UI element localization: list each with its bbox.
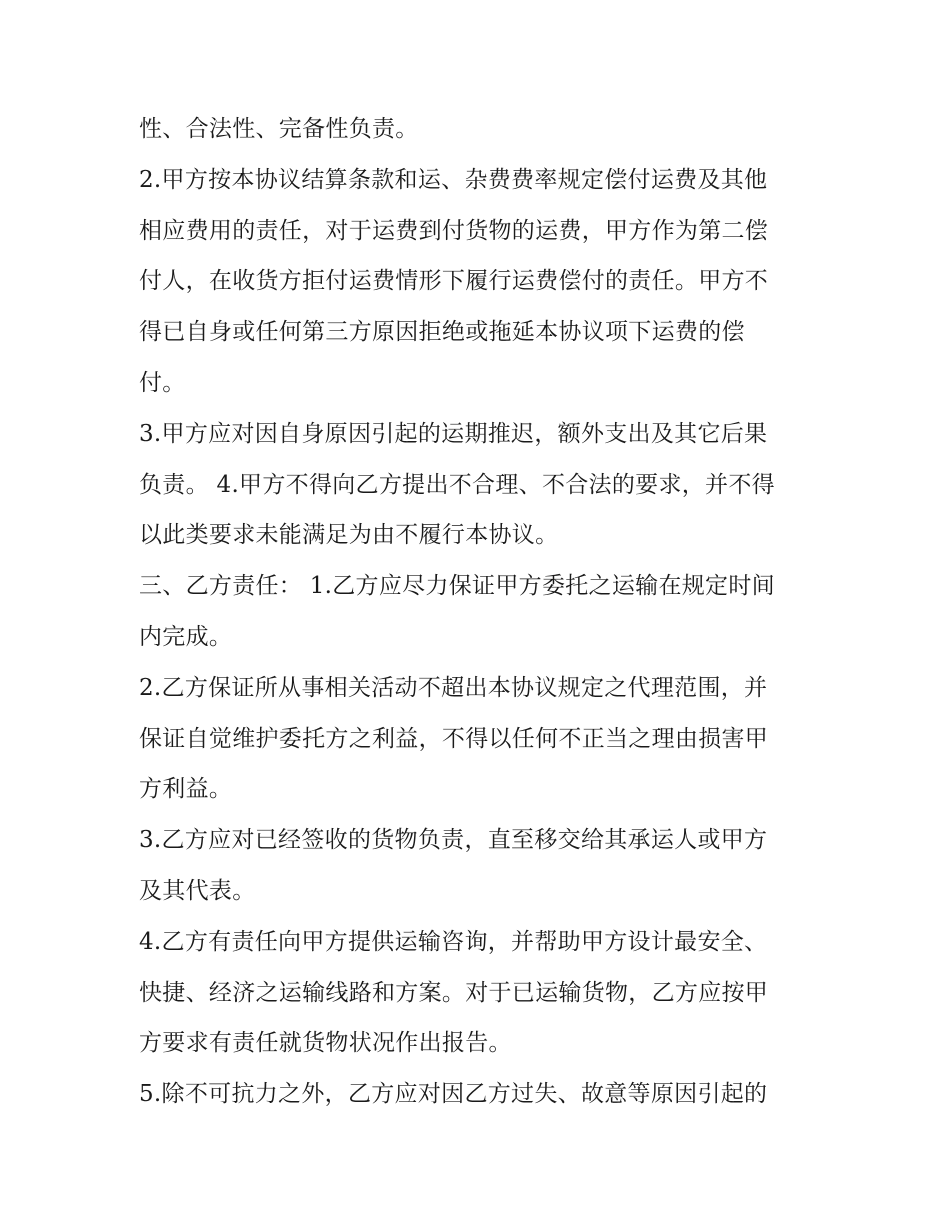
text-line: 5.除不可抗力之外，乙方应对因乙方过失、故意等原因引起的 bbox=[139, 1081, 768, 1108]
text-line: 以此类要求未能满足为由不履行本协议。 bbox=[139, 522, 559, 549]
text-line: 方要求有责任就货物状况作出报告。 bbox=[139, 1030, 512, 1057]
text-line: 方利益。 bbox=[139, 776, 233, 803]
text-line: 3.乙方应对已经签收的货物负责，直至移交给其承运人或甲方 bbox=[139, 827, 768, 854]
section-heading-line: 三、乙方责任： 1.乙方应尽力保证甲方委托之运输在规定时间 bbox=[139, 573, 775, 600]
text-line: 4.乙方有责任向甲方提供运输咨询，并帮助甲方设计最安全、 bbox=[139, 928, 768, 955]
text-line: 2.乙方保证所从事相关活动不超出本协议规定之代理范围，并 bbox=[139, 674, 768, 701]
text-line: 2.甲方按本协议结算条款和运、杂费费率规定偿付运费及其他 bbox=[139, 166, 768, 193]
text-line: 快捷、经济之运输线路和方案。对于已运输货物，乙方应按甲 bbox=[139, 979, 769, 1006]
text-line: 及其代表。 bbox=[139, 877, 256, 904]
text-line: 相应费用的责任，对于运费到付货物的运费，甲方作为第二偿 bbox=[139, 217, 769, 244]
text-line: 保证自觉维护委托方之利益，不得以任何不正当之理由损害甲 bbox=[139, 725, 769, 752]
text-line: 付人，在收货方拒付运费情形下履行运费偿付的责任。甲方不 bbox=[139, 268, 769, 295]
text-line: 3.甲方应对因自身原因引起的运期推迟，额外支出及其它后果 bbox=[139, 420, 768, 447]
text-line: 得已自身或任何第三方原因拒绝或拖延本协议项下运费的偿 bbox=[139, 319, 745, 346]
text-line: 内完成。 bbox=[139, 623, 233, 650]
contract-text-body bbox=[139, 104, 829, 1120]
text-line: 负责。 4.甲方不得向乙方提出不合理、不合法的要求，并不得 bbox=[139, 471, 775, 498]
text-line: 性、合法性、完备性负责。 bbox=[139, 116, 419, 142]
text-line: 付。 bbox=[139, 369, 186, 396]
